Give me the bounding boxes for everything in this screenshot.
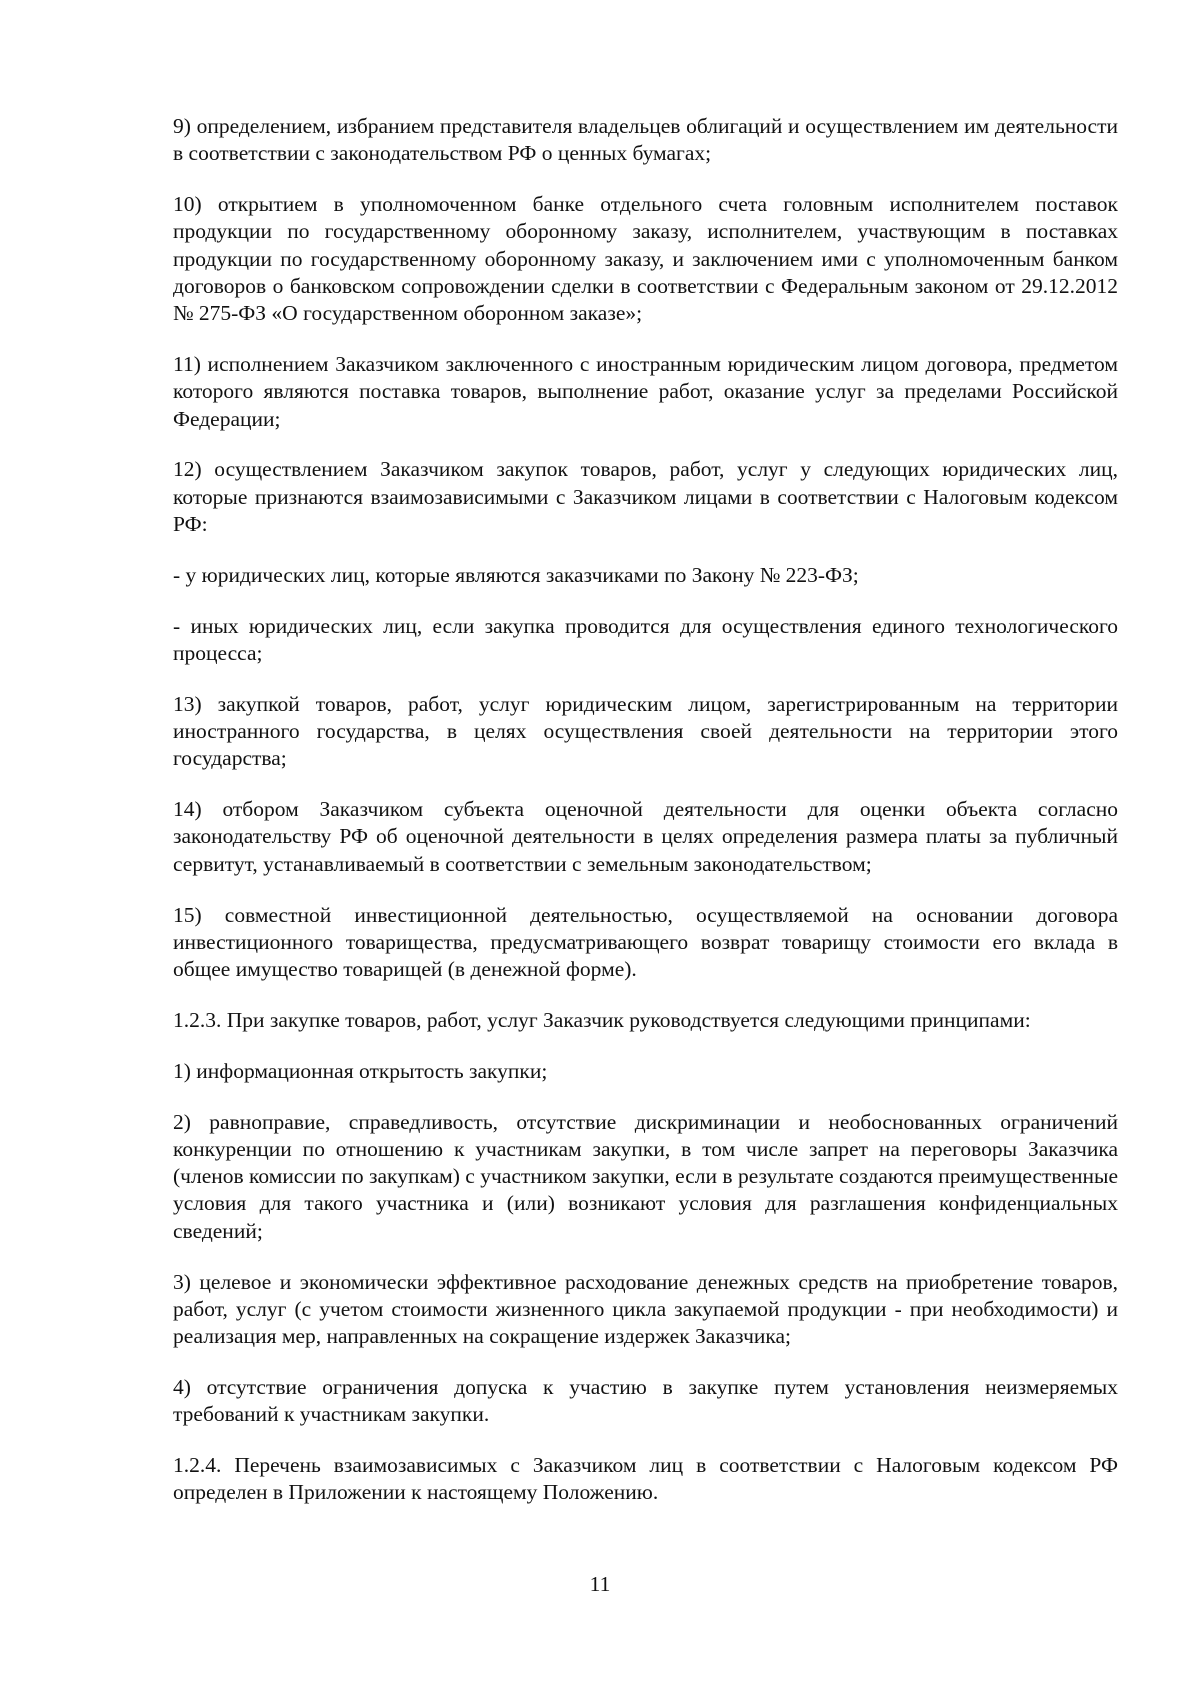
paragraph-item-14: 14) отбором Заказчиком субъекта оценочной деятельности для оценки объекта согласно законодательству РФ об оценочной деятельности в целях определения размера платы за публичный сервитут, устанавливаемый в соответствии с земельным законодательством; [173, 797, 1118, 876]
paragraph-item-10: 10) открытием в уполномоченном банке отдельного счета головным исполнителем поставок продукции по государственному оборонному заказу, исполнителем, участвующим в поставках продукции по государственному оборонному заказу, и заключением ими с уполномоченным банком договоров о банковском сопровождении сделки в соответствии с Федеральным законом от 29.12.2012 № 275-ФЗ «О государственном оборонном заказе»; [173, 192, 1118, 326]
paragraph-item-12: 12) осуществлением Заказчиком закупок товаров, работ, услуг у следующих юридических лиц, которые признаются взаимозависимыми с Заказчиком лицами в соответствии с Налоговым кодексом РФ: [173, 457, 1118, 537]
paragraph-subitem-a: - у юридических лиц, которые являются заказчиками по Закону № 223-ФЗ; [173, 562, 859, 587]
paragraph-principle-3: 3) целевое и экономически эффективное расходование денежных средств на приобретение товаров, работ, услуг (с учетом стоимости жизненного цикла закупаемой продукции - при необходимости) и реализация мер, направленных на сокращение издержек Заказчика; [173, 1269, 1118, 1349]
paragraph-item-11: 11) исполнением Заказчиком заключенного с иностранным юридическим лицом договора, предметом которого являются поставка товаров, выполнение работ, оказание услуг за пределами Российской Федерации; [173, 352, 1118, 431]
paragraph-item-9: 9) определением, избранием представителя владельцев облигаций и осуществлением им деятельности в соответствии с законодательством РФ о ценных бумагах; [173, 114, 1118, 166]
paragraph-principle-2: 2) равноправие, справедливость, отсутствие дискриминации и необоснованных ограничений конкуренции по отношению к участникам закупки, в том числе запрет на переговоры Заказчика (членов комиссии по закупкам) с участником закупки, если в результате создаются преимущественные условия для такого участника и (или) возникают условия для разглашения конфиденциальных сведений; [173, 1109, 1118, 1243]
document-body [173, 113, 1118, 1507]
page-number: 11 [589, 1572, 611, 1596]
paragraph-principle-4: 4) отсутствие ограничения допуска к участию в закупке путем установления неизмеряемых требований к участникам закупки. [173, 1374, 1118, 1427]
paragraph-subitem-b: - иных юридических лиц, если закупка проводится для осуществления единого технологического процесса; [173, 613, 1118, 665]
paragraph-principle-1: 1) информационная открытость закупки; [173, 1058, 548, 1083]
paragraph-section-1-2-3: 1.2.3. При закупке товаров, работ, услуг Заказчик руководствуется следующими принципами: [173, 1007, 1031, 1032]
paragraph-item-15: 15) совместной инвестиционной деятельностью, осуществляемой на основании договора инвестиционного товарищества, предусматривающего возврат товарищу стоимости его вклада в общее имущество товарищей (в денежной форме). [173, 902, 1118, 982]
paragraph-section-1-2-4: 1.2.4. Перечень взаимозависимых с Заказчиком лиц в соответствии с Налоговым кодексом РФ определен в Приложении к настоящему Положению. [173, 1452, 1118, 1505]
paragraph-item-13: 13) закупкой товаров, работ, услуг юридическим лицом, зарегистрированным на территории иностранного государства, в целях осуществления своей деятельности на территории этого государства; [173, 691, 1118, 771]
